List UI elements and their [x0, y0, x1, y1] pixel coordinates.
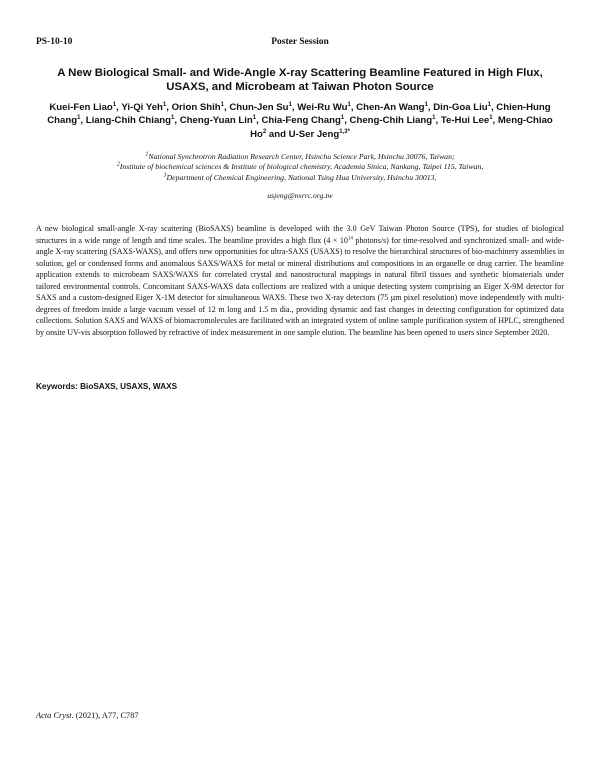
author-name: Liang-Chih Chiang$^1$	[85, 115, 175, 127]
author-name: Din-Goa Liu$^1$	[433, 101, 491, 113]
author-name: Cheng-Yuan Lin$^1$	[179, 115, 257, 127]
author-name: Meng-Chiao Ho$^2$	[250, 115, 553, 140]
session-label: Poster Session	[271, 37, 329, 47]
page-header	[36, 37, 564, 51]
author-name: Chun-Jen Su$^1$	[229, 101, 292, 113]
affiliation-2: $^2$Institute of biochemical sciences & Institute of biological chemistry, Academia Sinica, Nankang, Taipei 115, Taiwan,	[116, 161, 484, 172]
author-name: Kuei-Fen Liao$^1$	[49, 101, 117, 113]
author-name: Cheng-Chih Liang$^1$	[349, 115, 436, 127]
paper-title	[40, 66, 560, 94]
author-name: U-Ser Jeng$^{1,3*}$	[288, 128, 350, 140]
citation-details: (2021), A77, C787	[73, 711, 139, 720]
affiliation-1: $^1$National Synchrotron Radiation Research Center, Hsinchu Science Park, Hsinchu 30076, Taiwan;	[145, 151, 455, 161]
author-list: Kuei-Fen Liao$^1$, Yi-Qi Yeh$^1$, Orion Shih$^1$, Chun-Jen Su$^1$, Wei-Ru Wu$^1$, Chen-An Wang$^1$, Din-Goa Liu$^1$, Chien-Hung Chang$^1$, Liang-Chih Chiang$^1$, Cheng-Yuan Lin$^1$, Chia-Feng Chang$^1$, Cheng-Chih Liang$^1$, Te-Hui Lee$^1$, Meng-Chiao Ho$^2$ and U-Ser Jeng$^{1,3*}$	[47, 101, 553, 140]
corresponding-email[interactable]: usjeng@nsrrc.org.tw	[267, 191, 333, 200]
affiliation-3: $^3$Department of Chemical Engineering, National Tsing Hua University, Hsinchu 30013,	[163, 172, 437, 182]
author-name: Te-Hui Lee$^1$	[440, 115, 493, 127]
journal-name: Acta Cryst.	[36, 711, 74, 720]
title-line-2: USAXS, and Microbeam at Taiwan Photon Source	[166, 81, 434, 93]
author-name: Orion Shih$^1$	[171, 101, 224, 113]
author-name: Yi-Qi Yeh$^1$	[121, 101, 167, 113]
author-name: Wei-Ru Wu$^1$	[297, 101, 351, 113]
journal-citation	[36, 711, 139, 720]
author-name: Chien-Hung Chang$^1$	[47, 102, 551, 127]
affiliations	[44, 152, 556, 183]
author-name: Chen-An Wang$^1$	[356, 101, 428, 113]
keywords: Keywords: BioSAXS, USAXS, WAXS	[36, 382, 178, 391]
author-name: Chia-Feng Chang$^1$	[261, 115, 345, 127]
abstract-code: PS-10-10	[36, 37, 73, 47]
abstract-body: A new biological small-angle X-ray scattering (BioSAXS) beamline is developed with the 3.0 GeV Taiwan Photon Source (TPS), for studies of biological structures in a wide range of length and time scales. The beamline provides a high flux ($4 \times 10^{14}$ photons/s) for time-resolved and synchronized small- and wide-angle X-ray scattering (SAXS-WAXS), and offers new opportunities for ultra-SAXS (USAXS) to resolve the hierarchical structures of bio-machinery assemblies in solution, gel or condensed forms and anomalous SAXS/WAXS for metal or mineral distributions and compositions in an organelle or drug carrier. The beamline application extends to microbeam SAXS/WAXS for correlated crystal and nanostructural mappings in natural fibril tissues and synthetic biomaterials under tailored environmental controls. Concomitant SAXS-WAXS data collections are realized with a unique detecting system comprising an Eiger X-9M detector for SAXS and a custom-designed Eiger X-1M detector for simultaneous WAXS. These two X-ray detectors (75 µm pixel resolution) move independently with multi-degrees of freedom inside a large vacuum vessel of 12 m long and 1.5 m dia., providing dynamic and fast changes in detecting configuration for optimized data collections. Solution SAXS and WAXS of biomacromolecules are facilitated with an integrated system of online sample purification system of HPLC, strengthened by onsite UV-vis absorption followed by refractive of index measurement in one sample elution. The beamline has been opened to users since September 2020.	[36, 224, 564, 337]
title-line-1: A New Biological Small- and Wide-Angle X-ray Scattering Beamline Featured in High Flux,	[57, 67, 543, 79]
